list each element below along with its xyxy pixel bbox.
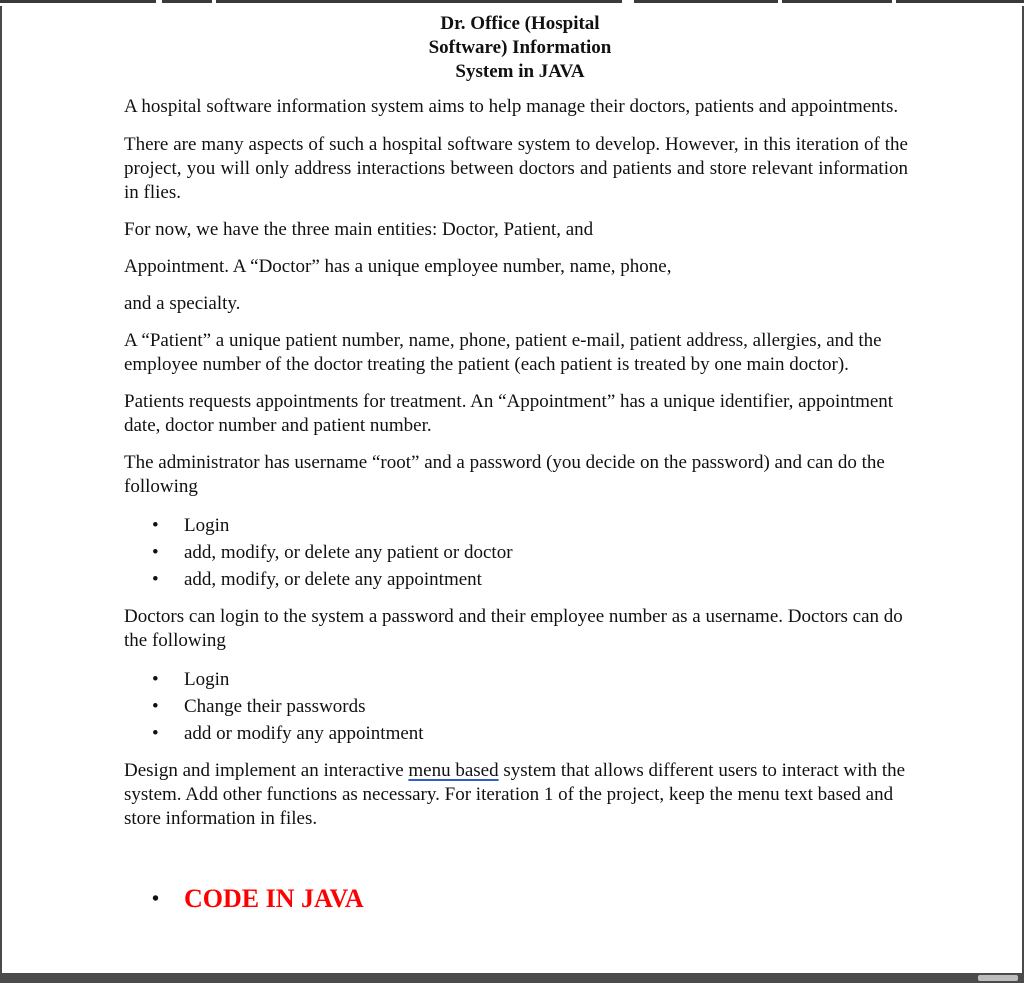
- toolbar-segment: [162, 0, 212, 3]
- bullet-icon: •: [152, 888, 160, 910]
- final-list-item: [124, 883, 908, 915]
- list-item: [124, 512, 908, 539]
- design-paragraph: [124, 759, 908, 831]
- doctor-intro-paragraph: Doctors can login to the system a password and their employee number as a username. Doctors can do the following: [124, 606, 903, 651]
- bullet-icon: •: [152, 669, 159, 690]
- toolbar-segment: [896, 0, 1024, 3]
- window-left-border: [0, 0, 2, 983]
- list-item-text: Change their passwords: [184, 696, 366, 717]
- list-item-text: add, modify, or delete any patient or doctor: [184, 542, 513, 563]
- bullet-icon: •: [152, 569, 159, 590]
- horizontal-scrollbar[interactable]: [0, 973, 1024, 983]
- toolbar-segment: [0, 0, 156, 3]
- list-item-text: Login: [184, 669, 230, 690]
- document-title: [400, 12, 640, 84]
- code-in-java-label: CODE IN JAVA: [184, 884, 364, 913]
- admin-intro-paragraph: The administrator has username “root” and a password (you decide on the password) and can do the following: [124, 452, 885, 497]
- list-item: [124, 566, 908, 593]
- list-item: [124, 693, 908, 720]
- list-item: [124, 539, 908, 566]
- entities-line: For now, we have the three main entities: Doctor, Patient, and: [124, 219, 594, 240]
- patient-paragraph: A “Patient” a unique patient number, name, phone, patient e-mail, patient address, allergies, and the employee number of the doctor treating the patient (each patient is treated by one main doctor).: [124, 330, 882, 375]
- list-item-text: add or modify any appointment: [184, 723, 424, 744]
- doctor-list: [124, 666, 908, 747]
- bullet-icon: •: [152, 723, 159, 744]
- entities-line: Appointment. A “Doctor” has a unique employee number, name, phone,: [124, 256, 672, 277]
- list-item-text: add, modify, or delete any appointment: [184, 569, 482, 590]
- document-page: [124, 12, 908, 915]
- toolbar-segment: [634, 0, 778, 3]
- bullet-icon: •: [152, 542, 159, 563]
- design-text-end: system that allows different users to interact with the system. Add other functions as necessary. For iteration 1 of the project, keep the menu text based and store information in files.: [124, 760, 906, 829]
- list-item: [124, 666, 908, 693]
- title-line: Software) Information: [428, 37, 612, 58]
- appointment-paragraph: Patients requests appointments for treatment. An “Appointment” has a unique identifier, appointment date, doctor number and patient number.: [124, 391, 894, 436]
- bullet-icon: •: [152, 515, 159, 536]
- list-item: [124, 720, 908, 747]
- bullet-icon: •: [152, 696, 159, 717]
- title-line: System in JAVA: [455, 61, 585, 82]
- admin-list: [124, 512, 908, 593]
- spelling-underline: menu based: [408, 760, 499, 781]
- aspects-paragraph: There are many aspects of such a hospital software system to develop. However, in this iteration of the project, you will only address interactions between doctors and patients and store relevant information in flies.: [124, 134, 908, 203]
- design-text-start: Design and implement an interactive: [124, 760, 409, 781]
- toolbar-segment: [782, 0, 892, 3]
- title-line: Dr. Office (Hospital: [440, 13, 600, 34]
- toolbar-edge: [0, 0, 1024, 6]
- list-item-text: Login: [184, 515, 230, 536]
- scrollbar-thumb[interactable]: [978, 975, 1018, 981]
- toolbar-segment: [216, 0, 622, 3]
- intro-paragraph: A hospital software information system aims to help manage their doctors, patients and appointments.: [124, 96, 899, 117]
- entities-line: and a specialty.: [124, 293, 241, 314]
